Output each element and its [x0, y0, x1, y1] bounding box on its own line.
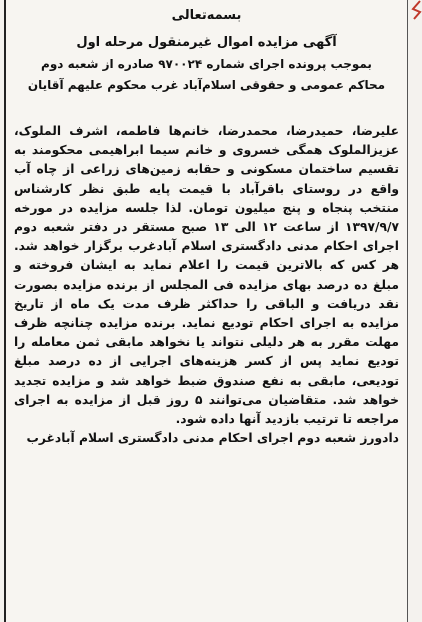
notice-body: [6, 96, 407, 448]
red-corner-mark: [410, 0, 422, 20]
notice-header: [6, 0, 407, 96]
notice-signature: دادورز شعبه دوم اجرای احکام مدنی دادگستری اسلام آبادغرب: [26, 431, 399, 446]
auction-notice: [4, 0, 408, 622]
court-line: محاکم عمومی و حقوقی اسلام‌آباد غرب محکوم علیهم آقایان: [27, 78, 386, 92]
notice-title: آگهی مزایده اموال غیرمنقول مرحله اول: [76, 35, 337, 50]
basmala: بسمه‌تعالی: [171, 8, 242, 23]
notice-paragraph: علیرضا، حمیدرضا، محمدرضا، خانم‌ها فاطمه، اشرف الملوک، عزیزالملوک همگی خسروی و خانم سیما ابراهیمی محکومند به تقسیم ساختمان مسکونی و حقابه زمین‌های زراعی از چاه آب واقع در روستای باقرآباد با قیمت پایه طبق نظر کارشناس منتخب پنجاه و پنج میلیون تومان. لذا جلسه مزایده در مورخه ۱۳۹۷/۹/۷ از ساعت ۱۲ الی ۱۳ صبح مستقر در دفتر شعبه دوم اجرای احکام مدنی دادگستری اسلام آبادغرب برگزار خواهد شد. هر کس که بالاترین قیمت را اعلام نماید به ایشان فروخته و مبلغ ده درصد بهای مزایده فی المجلس از برنده مزایده بصورت نقد دریافت و الباقی را حداکثر ظرف مدت یک ماه از تاریخ مزایده به اجرای احکام تودیع نماید. برنده مزایده چنانچه ظرف مهلت مقرر به هر دلیلی نتواند یا نخواهد مابقی ثمن معامله را تودیع نماید پس از کسر هزینه‌های اجرایی از ده درصد مبلغ تودیعی، مابقی به نفع صندوق ضبط خواهد شد و مزایده تجدید خواهد شد. متقاضیان می‌توانند ۵ روز قبل از مزایده به اجرای مراجعه تا ترتیب بازدید آنها داده شود.: [14, 124, 400, 427]
case-line: بموجب پرونده اجرای شماره ۹۷۰۰۲۴ صادره از شعبه دوم: [41, 57, 372, 71]
